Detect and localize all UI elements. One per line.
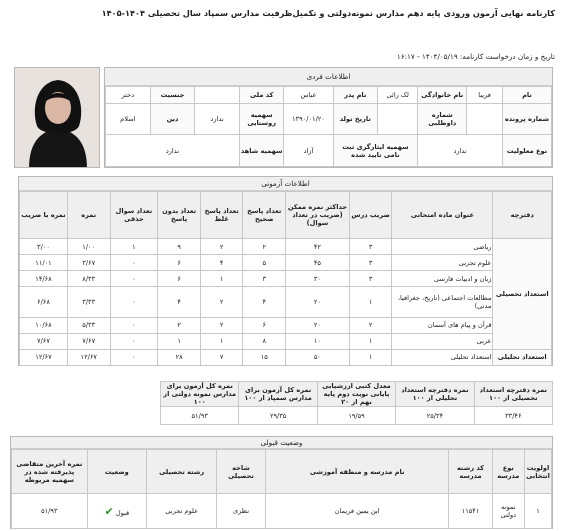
national-id-label: کد ملی [239, 87, 284, 104]
field-code-cell: ۱۱۵۴۱ [449, 494, 492, 529]
disability-value: ندارد [418, 135, 503, 167]
table-row [20, 239, 552, 255]
weighted-cell: ۳/۰۰ [20, 239, 68, 255]
last-name-value: لک زائی [378, 87, 418, 104]
col-school-type: نوع مدرسه [492, 450, 524, 494]
national-id-value [195, 87, 240, 104]
admission-title: وضعیت قبولی [11, 437, 552, 449]
exam-table [19, 191, 552, 366]
summary-gpa-label: معدل کتبی ارزشیابی پایانی نوبت دوم پایه نهم از ۲۰ [317, 382, 395, 407]
score-cell: ۵/۳۳ [67, 317, 110, 333]
max-cell: ۵۰ [286, 349, 350, 365]
removed-cell: ۰ [110, 349, 158, 365]
exam-info-panel [18, 176, 553, 366]
page-title [8, 8, 555, 19]
summary-gpa-value: ۱۹/۵۹ [317, 407, 395, 425]
col-field: رشته تحصیلی [147, 450, 217, 494]
rural-quota-label: سهمیه روستایی [239, 103, 284, 135]
subject-cell: مطالعات اجتماعی (تاریخ، جغرافیا، مدنی) [392, 287, 493, 317]
summary-sampad-label: نمره کل آزمون برای مدارس سمپاد از ۱۰۰ [239, 382, 317, 407]
correct-cell: ۸ [243, 333, 286, 349]
col-field-code: کد رشته مدرسه [449, 450, 492, 494]
max-cell: ۲۰ [286, 317, 350, 333]
summary-nemooneh-label: نمره کل آزمون برای مدارس نمونه دولتی از ۱۰۰ [161, 382, 239, 407]
table-row [20, 271, 552, 287]
col-booklet: دفترچه [493, 192, 552, 239]
col-status: وضعیت [87, 450, 146, 494]
weighted-cell: ۱۰/۶۸ [20, 317, 68, 333]
table-row [20, 349, 552, 365]
rural-quota-value: ندارد [195, 103, 240, 135]
personal-info-table [105, 86, 552, 167]
summary-analytic-label: نمره دفترچه استعداد تحلیلی از ۱۰۰ [396, 382, 474, 407]
wrong-cell: ۱ [200, 271, 243, 287]
table-row [20, 255, 552, 271]
coef-cell: ۱ [349, 333, 392, 349]
col-last-score: نمره آخرین متقاضی پذیرفته شده در سهمیه مربوطه [12, 450, 88, 494]
table-row [20, 317, 552, 333]
summary-analytic-value: ۲۵/۳۴ [396, 407, 474, 425]
max-cell: ۱۰ [286, 333, 350, 349]
personal-info-panel [104, 67, 553, 168]
exam-header-row [20, 192, 552, 239]
col-priority: اولویت انتخابی [525, 450, 552, 494]
weighted-cell: ۱۴/۶۸ [20, 271, 68, 287]
candidate-number-label: شماره داوطلبی [418, 103, 467, 135]
col-correct: تعداد پاسخ صحیح [243, 192, 286, 239]
subject-cell: ریاضی [392, 239, 493, 255]
datetime-label: تاریخ و زمان درخواست کارنامه: [459, 52, 555, 61]
admission-header-row [12, 450, 552, 494]
removed-cell: ۰ [110, 287, 158, 317]
max-cell: ۴۵ [286, 255, 350, 271]
weighted-cell: ۱۲/۶۷ [20, 349, 68, 365]
coef-cell: ۱ [349, 287, 392, 317]
student-photo [14, 67, 100, 168]
title-text: کارنامه نهایی آزمون ورودی پایه دهم مدارس نمونه‌دولتی و تکمیل‌ظرفیت مدارس سمپاد سال تحصیلی ۱۴۰۴-۱۴۰۵ [101, 8, 555, 18]
col-coef: ضریب درس [349, 192, 392, 239]
admission-table [11, 449, 552, 529]
correct-cell: ۴ [243, 287, 286, 317]
father-name-value: عباس [284, 87, 333, 104]
blank-cell: ۲ [158, 317, 201, 333]
first-name-label: نام [502, 87, 551, 104]
religion-label: دین [150, 103, 195, 135]
col-blank: تعداد بدون پاسخ [158, 192, 201, 239]
correct-cell: ۲ [243, 239, 286, 255]
booklet-analytic: استعداد تحلیلی [493, 349, 552, 365]
score-cell: ۳/۶۷ [67, 255, 110, 271]
wrong-cell: ۲ [200, 239, 243, 255]
blank-cell: ۶ [158, 271, 201, 287]
subject-cell: استعداد تحلیلی [392, 349, 493, 365]
col-branch: شاخه تحصیلی [217, 450, 266, 494]
father-name-label: نام پدر [333, 87, 378, 104]
subject-cell: قرآن و پیام های آسمان [392, 317, 493, 333]
score-cell: ۳/۳۳ [67, 287, 110, 317]
subject-cell: علوم تجربی [392, 255, 493, 271]
col-wrong: تعداد پاسخ غلط [200, 192, 243, 239]
blank-cell: ۶ [158, 255, 201, 271]
subject-cell: زبان و ادبیات فارسی [392, 271, 493, 287]
checkmark-icon: ✔ [104, 504, 114, 518]
removed-cell: ۰ [110, 271, 158, 287]
summary-sampad-value: ۲۹/۳۵ [239, 407, 317, 425]
coef-cell: ۳ [349, 255, 392, 271]
birth-date-label: تاریخ تولد [333, 103, 378, 135]
personal-row-1 [106, 87, 552, 104]
coef-cell: ۳ [349, 239, 392, 255]
summary-value-row [161, 407, 553, 425]
coef-cell: ۲ [349, 317, 392, 333]
table-row [20, 333, 552, 349]
file-number-label: شماره پرونده [502, 103, 551, 135]
gender-value: دختر [106, 87, 151, 104]
score-cell: ۷/۶۷ [67, 333, 110, 349]
coef-cell: ۱ [349, 349, 392, 365]
removed-cell: ۰ [110, 317, 158, 333]
school-name-cell: ابن یمین فریمان [265, 494, 449, 529]
removed-cell: ۱ [110, 239, 158, 255]
branch-cell: نظری [217, 494, 266, 529]
status-text: قبول [115, 508, 130, 517]
personal-row-3 [106, 135, 552, 167]
removed-cell: ۰ [110, 333, 158, 349]
wrong-cell: ۲ [200, 287, 243, 317]
weighted-cell: ۶/۶۸ [20, 287, 68, 317]
veteran-quota-value: آزاد [284, 135, 333, 167]
weighted-cell: ۱۱/۰۱ [20, 255, 68, 271]
disability-label: نوع معلولیت [502, 135, 551, 167]
subject-cell: عربی [392, 333, 493, 349]
candidate-number-value [378, 103, 418, 135]
gender-label: جنسیت [150, 87, 195, 104]
table-row [20, 287, 552, 317]
col-score: نمره [67, 192, 110, 239]
col-subject: عنوان ماده امتحانی [392, 192, 493, 239]
blank-cell: ۱ [158, 333, 201, 349]
booklet-academic: استعداد تحصیلی [493, 239, 552, 350]
summary-nemooneh-value: ۵۱/۹۳ [161, 407, 239, 425]
max-cell: ۳۰ [286, 271, 350, 287]
max-cell: ۴۲ [286, 239, 350, 255]
removed-cell: ۰ [110, 255, 158, 271]
personal-row-2 [106, 103, 552, 135]
score-cell: ۸/۳۳ [67, 271, 110, 287]
shahed-quota-label: سهمیه شاهد [239, 135, 284, 167]
request-datetime [8, 52, 555, 61]
wrong-cell: ۷ [200, 349, 243, 365]
wrong-cell: ۱ [200, 333, 243, 349]
coef-cell: ۳ [349, 271, 392, 287]
admission-panel [10, 436, 553, 529]
last-score-cell: ۵۱/۹۳ [12, 494, 88, 529]
col-weighted: نمره با ضریب [20, 192, 68, 239]
school-type-cell: نمونه دولتی [492, 494, 524, 529]
field-cell: علوم تجربی [147, 494, 217, 529]
wrong-cell: ۴ [200, 255, 243, 271]
first-name-value: فریبا [467, 87, 503, 104]
veteran-quota-label: سهمیه ایثارگری ثبت نامی تایید شده [333, 135, 418, 167]
score-cell: ۱/۰۰ [67, 239, 110, 255]
col-removed: تعداد سوال حذفی [110, 192, 158, 239]
blank-cell: ۴ [158, 287, 201, 317]
summary-header-row [161, 382, 553, 407]
birth-date-value: ۱۳۹۰/۰۱/۲۰ [284, 103, 333, 135]
religion-value: اسلام [106, 103, 151, 135]
wrong-cell: ۲ [200, 317, 243, 333]
col-school-name: نام مدرسه و منطقه آموزشی [265, 450, 449, 494]
col-max: حداکثر نمره ممکن (ضریب در تعداد سوال) [286, 192, 350, 239]
file-number-value [467, 103, 503, 135]
shahed-quota-value: ندارد [106, 135, 240, 167]
status-cell [87, 494, 146, 529]
max-cell: ۲۰ [286, 287, 350, 317]
blank-cell: ۲۸ [158, 349, 201, 365]
blank-cell: ۹ [158, 239, 201, 255]
score-cell: ۱۲/۶۷ [67, 349, 110, 365]
summary-panel [160, 381, 553, 425]
exam-info-title: اطلاعات آزمونی [19, 177, 552, 191]
student-photo-image [15, 68, 100, 168]
priority-cell: ۱ [525, 494, 552, 529]
weighted-cell: ۷/۶۷ [20, 333, 68, 349]
correct-cell: ۵ [243, 255, 286, 271]
summary-academic-value: ۳۳/۴۶ [474, 407, 552, 425]
last-name-label: نام خانوادگی [418, 87, 467, 104]
correct-cell: ۶ [243, 317, 286, 333]
correct-cell: ۱۵ [243, 349, 286, 365]
correct-cell: ۳ [243, 271, 286, 287]
table-row [12, 494, 552, 529]
summary-table [160, 381, 553, 425]
summary-academic-label: نمره دفترچه استعداد تحصیلی از ۱۰۰ [474, 382, 552, 407]
datetime-value: ۱۴۰۴/۰۵/۱۹ - ۱۶:۱۷ [396, 52, 458, 61]
personal-info-title: اطلاعات فردی [105, 68, 552, 86]
